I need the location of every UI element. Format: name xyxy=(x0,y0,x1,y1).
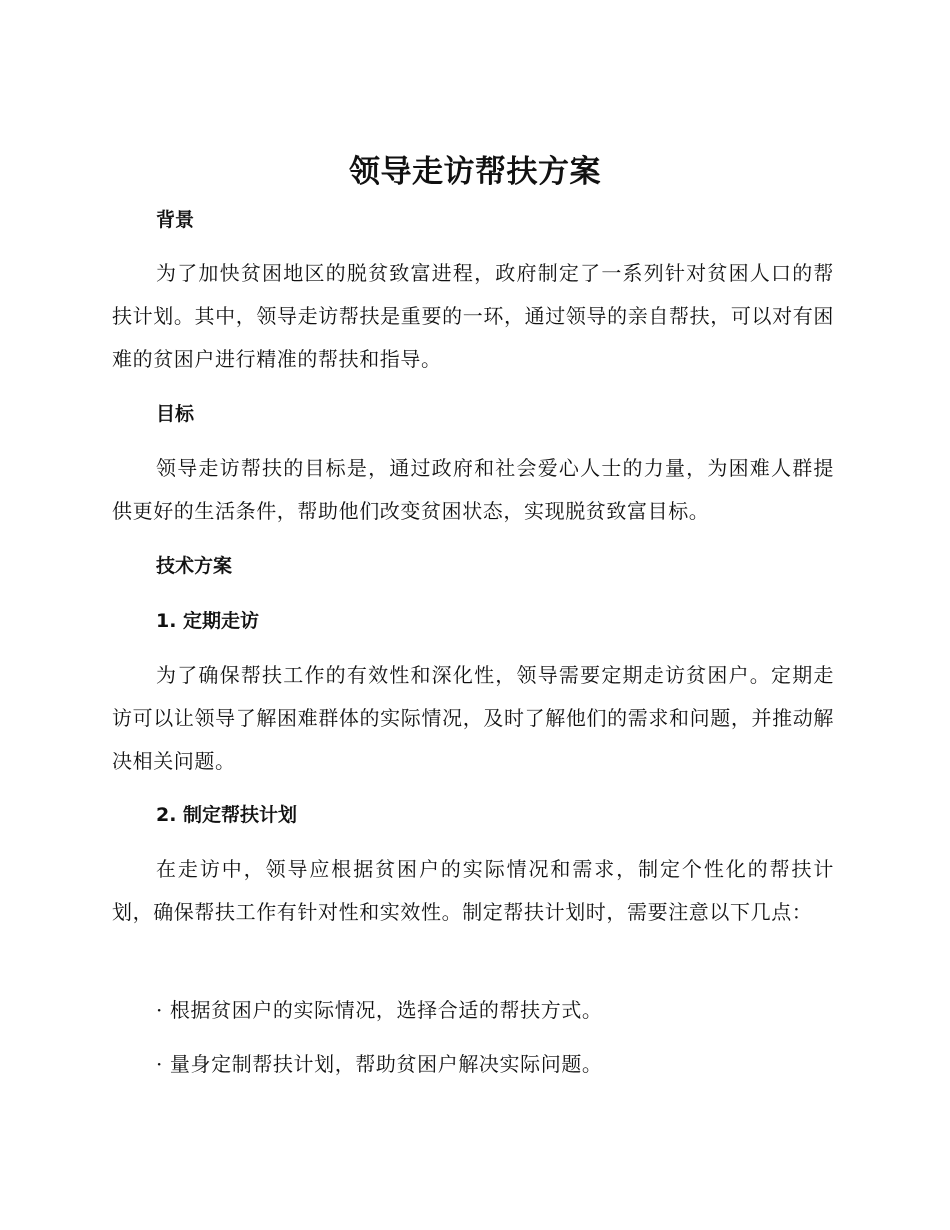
bullet-item: · 根据贫困户的实际情况，选择合适的帮扶方式。 xyxy=(156,998,603,1022)
section-heading-goal: 目标 xyxy=(156,403,195,425)
paragraph-regular-visits: 为了确保帮扶工作的有效性和深化性，领导需要定期走访贫困户。定期走访可以让领导了解困难群体的实际情况，及时了解他们的需求和问题，并推动解决相关问题。 xyxy=(112,663,834,773)
section-heading-background: 背景 xyxy=(156,209,195,231)
subsection-heading-regular-visits: 1. 定期走访 xyxy=(156,610,260,632)
bullet-item: · 量身定制帮扶计划，帮助贫困户解决实际问题。 xyxy=(156,1052,603,1076)
paragraph-assistance-plan: 在走访中，领导应根据贫困户的实际情况和需求，制定个性化的帮扶计划，确保帮扶工作有针对性和实效性。制定帮扶计划时，需要注意以下几点： xyxy=(112,857,834,924)
subsection-heading-assistance-plan: 2. 制定帮扶计划 xyxy=(156,804,298,826)
paragraph-goal: 领导走访帮扶的目标是，通过政府和社会爱心人士的力量，为困难人群提供更好的生活条件，帮助他们改变贫困状态，实现脱贫致富目标。 xyxy=(112,456,834,523)
section-heading-tech: 技术方案 xyxy=(156,555,233,577)
paragraph-background: 为了加快贫困地区的脱贫致富进程，政府制定了一系列针对贫困人口的帮扶计划。其中，领导走访帮扶是重要的一环，通过领导的亲自帮扶，可以对有困难的贫困户进行精准的帮扶和指导。 xyxy=(112,261,834,371)
document-title: 领导走访帮扶方案 xyxy=(349,154,601,190)
